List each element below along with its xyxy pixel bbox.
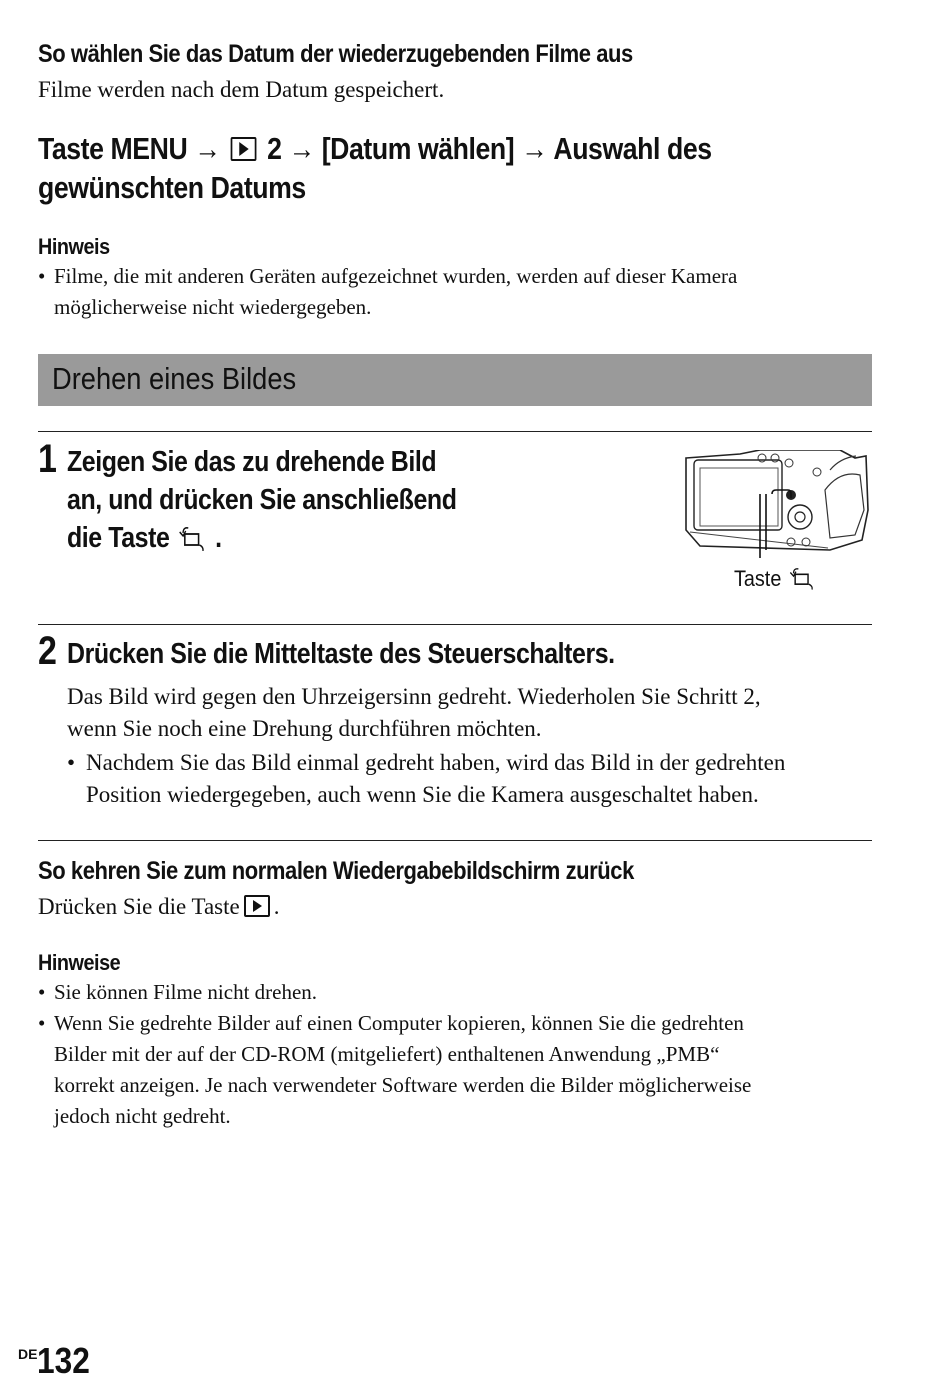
divider: [38, 840, 872, 841]
notes-title: Hinweise: [38, 950, 121, 975]
step1-line1: Zeigen Sie das zu drehende Bild: [67, 446, 437, 478]
play-icon: [231, 137, 257, 161]
play-icon: [244, 895, 270, 917]
rotate-icon: [787, 564, 818, 590]
step2-bullet-line2: Position wiedergegeben, auch wenn Sie die Kamera ausgeschaltet haben.: [86, 782, 759, 807]
menu-path-line2: gewünschten Datums: [38, 170, 306, 205]
step1-line3: die Taste .: [67, 522, 222, 554]
note-title: Hinweis: [38, 234, 110, 259]
rotate-icon: [176, 523, 209, 551]
step2-number: 2: [38, 629, 57, 673]
menu-path-line1: Taste MENU → 2 → [Datum wählen] → Auswahl des: [38, 131, 712, 166]
divider: [38, 431, 872, 432]
step2-line2: wenn Sie noch eine Drehung durchführen möchten.: [67, 716, 542, 741]
note-line2: möglicherweise nicht wiedergegeben.: [54, 295, 372, 319]
return-section-text: Drücken Sie die Taste .: [38, 894, 280, 919]
date-section-text: Filme werden nach dem Datum gespeichert.: [38, 77, 445, 102]
section-banner: [38, 354, 872, 406]
page-language: DE: [18, 1346, 38, 1362]
camera-back-illustration: [680, 450, 875, 565]
date-section-heading: So wählen Sie das Datum der wiederzugebenden Filme aus: [38, 40, 633, 68]
notes-bullet-2-line4: jedoch nicht gedreht.: [54, 1104, 231, 1128]
banner-title: Drehen eines Bildes: [52, 361, 297, 396]
page-number-value: 132: [37, 1340, 91, 1381]
figure-label: Taste: [734, 564, 817, 592]
divider: [38, 624, 872, 625]
page-number: [18, 1340, 98, 1382]
return-section-heading: So kehren Sie zum normalen Wiedergabebildschirm zurück: [38, 857, 634, 885]
step1-number: 1: [38, 437, 57, 481]
step2-title: Drücken Sie die Mitteltaste des Steuerschalters.: [67, 638, 615, 670]
notes-bullet-2-line2: Bilder mit der auf der CD-ROM (mitgeliefert) enthaltenen Anwendung „PMB“: [54, 1042, 720, 1066]
step2-line1: Das Bild wird gegen den Uhrzeigersinn gedreht. Wiederholen Sie Schritt 2,: [67, 684, 761, 709]
step1-line2: an, und drücken Sie anschließend: [67, 484, 457, 516]
notes-bullet-2-line3: korrekt anzeigen. Je nach verwendeter Software werden die Bilder möglicherweise: [54, 1073, 752, 1097]
